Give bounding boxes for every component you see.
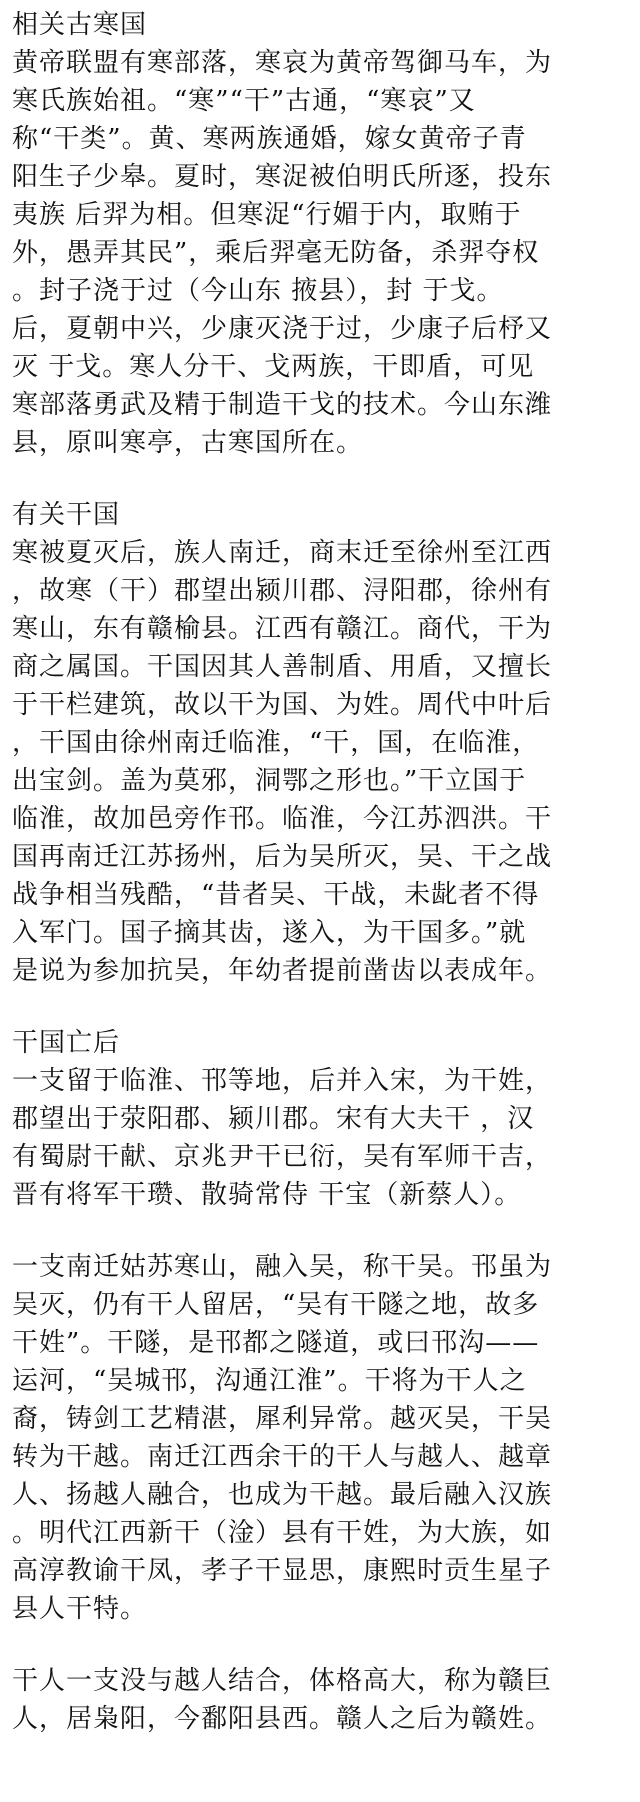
text-line: 运河，“吴城邗，沟通江淮”。干将为干人之 [12, 1366, 527, 1396]
section-gan-state [12, 496, 630, 990]
text-line: 入军门。国子摘其齿，遂入，为干国多。”就 [12, 918, 527, 948]
text-line: 。明代江西新干（淦）县有干姓，为大族，如 [12, 1518, 553, 1548]
text-line: 干姓”。干隧，是邗都之隧道，或曰邗沟—— [12, 1328, 540, 1358]
text-line: 于干栏建筑，故以干为国、为姓。周代中叶后 [12, 690, 553, 720]
text-line: 一支南迁姑苏寒山，融入吴，称干吴。邗虽为 [12, 1252, 553, 1282]
paragraph-gan-giants [12, 1662, 630, 1738]
text-line: 一支留于临淮、邗等地，后并入宋，为干姓， [12, 1066, 553, 1096]
text-line: 人、扬越人融合，也成为干越。最后融入汉族 [12, 1480, 553, 1510]
text-line: 外，愚弄其民”，乘后羿毫无防备，杀羿夺权 [12, 238, 540, 268]
text-line: 转为干越。南迁江西余干的干人与越人、越章 [12, 1442, 553, 1472]
section-heading: 有关干国 [12, 500, 121, 530]
section-ancient-han-state [12, 6, 630, 462]
text-line: 寒部落勇武及精于制造干戈的技术。今山东潍 [12, 390, 553, 420]
text-line: 郡望出于荥阳郡、颍川郡。宋有大夫干 ，汉 [12, 1104, 535, 1134]
text-line: 人，居枭阳，今鄱阳县西。赣人之后为赣姓。 [12, 1704, 553, 1734]
text-line: 出宝剑。盖为莫邪，洞鄂之形也。”干立国于 [12, 766, 527, 796]
text-line: 高淳教谕干凤，孝子干显思，康熙时贡生星子 [12, 1556, 553, 1586]
text-line: 后，夏朝中兴，少康灭浇于过，少康子后杼又 [12, 314, 553, 344]
text-line: 干人一支没与越人结合，体格高大，称为赣巨 [12, 1666, 553, 1696]
text-line: 是说为参加抗吴，年幼者提前凿齿以表成年。 [12, 956, 553, 986]
paragraph-southern-migration [12, 1248, 630, 1628]
text-line: 商之属国。干国因其人善制盾、用盾，又擅长 [12, 652, 553, 682]
text-line: 称“干类”。黄、寒两族通婚，嫁女黄帝子青 [12, 124, 527, 154]
text-line: 县，原叫寒亭，古寒国所在。 [12, 428, 364, 458]
text-line: 临淮，故加邑旁作邗。临淮，今江苏泗洪。干 [12, 804, 553, 834]
text-line: 寒氏族始祖。“寒”“干”古通，“寒哀”又 [12, 86, 476, 116]
section-heading: 相关古寒国 [12, 10, 148, 40]
document-page [12, 6, 630, 1738]
text-line: 寒山，东有赣榆县。江西有赣江。商代，干为 [12, 614, 553, 644]
text-line: 阳生子少皋。夏时，寒浞被伯明氏所逐，投东 [12, 162, 553, 192]
text-line: 灭 于戈。寒人分干、戈两族，干即盾，可见 [12, 352, 535, 382]
section-heading: 干国亡后 [12, 1028, 121, 1058]
text-line: 有蜀尉干献、京兆尹干已衍，吴有军师干吉， [12, 1142, 553, 1172]
text-line: ，故寒（干）郡望出颍川郡、浔阳郡，徐州有 [12, 576, 553, 606]
section-after-gan-fall [12, 1024, 630, 1214]
text-line: 夷族 后羿为相。但寒浞“行媚于内，取贿于 [12, 200, 522, 230]
text-line: 黄帝联盟有寒部落，寒哀为黄帝驾御马车，为 [12, 48, 553, 78]
text-line: 县人干特。 [12, 1594, 148, 1624]
text-line: 国再南迁江苏扬州，后为吴所灭，吴、干之战 [12, 842, 553, 872]
text-line: 裔，铸剑工艺精湛，犀利异常。越灭吴，干吴 [12, 1404, 553, 1434]
text-line: 。封子浇于过（今山东 掖县），封 于戈。 [12, 276, 504, 306]
text-line: 寒被夏灭后，族人南迁，商末迁至徐州至江西 [12, 538, 553, 568]
text-line: 战争相当残酷，“昔者吴、干战，未龀者不得 [12, 880, 540, 910]
text-line: 吴灭，仍有干人留居，“吴有干隧之地，故多 [12, 1290, 540, 1320]
text-line: 晋有将军干瓒、散骑常侍 干宝（新蔡人）。 [12, 1180, 522, 1210]
text-line: ，干国由徐州南迁临淮，“干，国，在临淮， [12, 728, 540, 758]
